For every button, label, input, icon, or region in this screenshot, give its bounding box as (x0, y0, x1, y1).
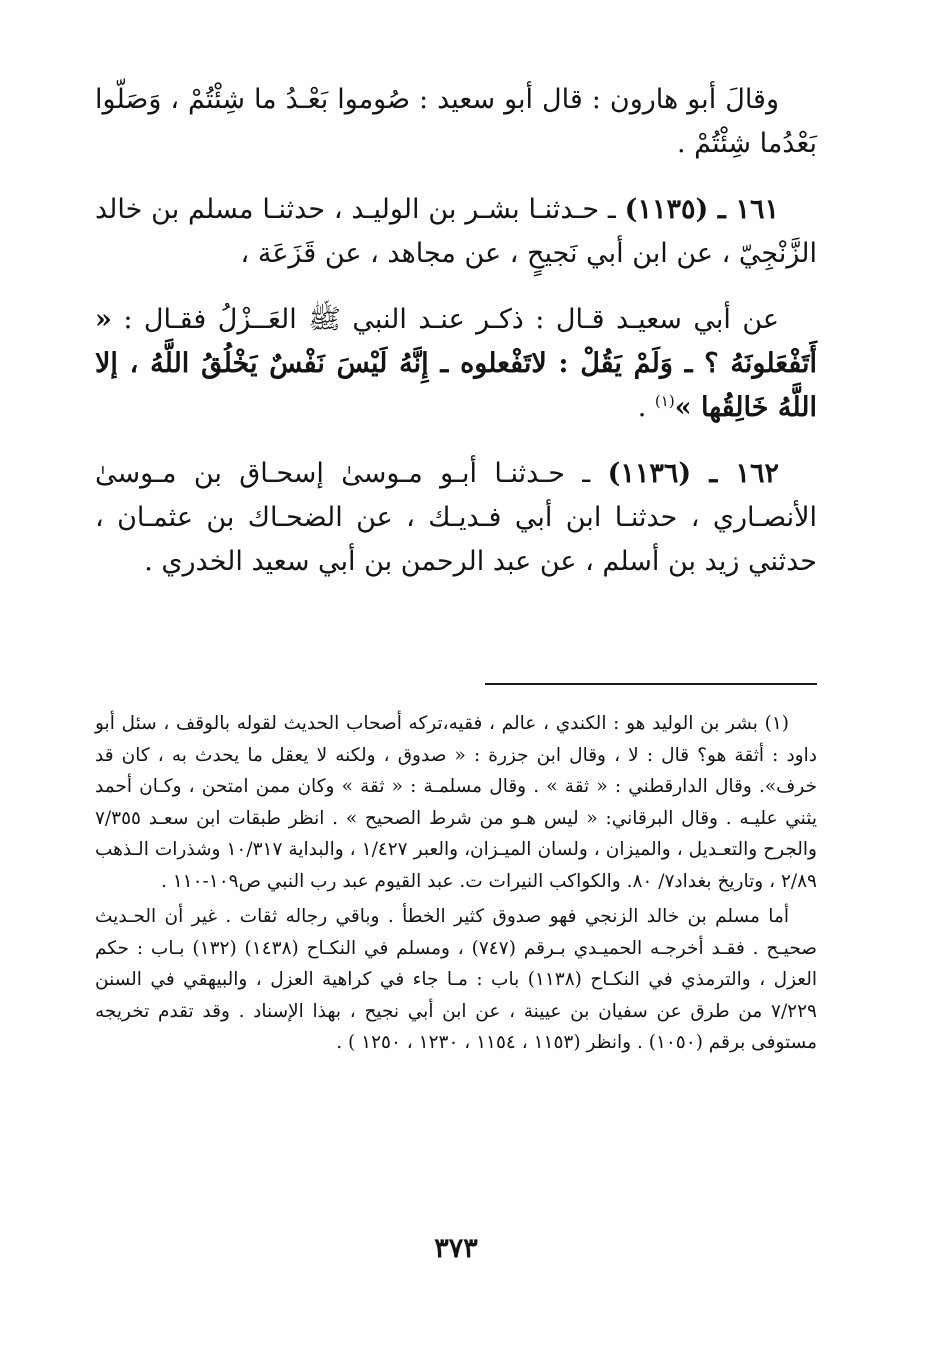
hadith-162 (95, 452, 817, 584)
paragraph-text: وقالَ أبو هارون : قال أبو سعيد : صُوموا بَعْـدُ ما شِئْتُمْ ، وَصَلّوا بَعْدُما شِئْتُمْ . (95, 84, 817, 159)
prophet-quote: « أَتَفْعَلونَهُ ؟ ـ وَلَمْ يَقُلْ : لاتَفْعلوه ـ إِنَّهُ لَيْسَ نَفْسٌ يَخْلُقُ اللَّهُ ، إلا اللَّهُ خَالِقُها » (95, 304, 817, 423)
hadith-isnad: ـ حـدثنـا أبـو مـوسىٰ إسحـاق بن مـوسىٰ الأنصـاري ، حدثنـا ابن أبي فـديـك ، عن الضحـاك بن عثمـان ، حدثني زيد بن أسلم ، عن عبد الرحمن بن أبي سعيد الخدري . (95, 458, 817, 577)
hadith-161 (95, 188, 817, 276)
footnote-1: (١) بشر بن الوليد هو : الكندي ، عالم ، فقيه،تركه أصحاب الحديث لقوله بالوقف ، سئل أبو داود : أثقة هو؟ قال : لا ، وقال ابن جزرة : « صدوق ، ولكنه لا يعقل ما يحدث به ، كان قد خرف». وقال الدارقطني : « ثقة » . وقال مسلمـة : « ثقة » وكان ممن امتحن ، وكـان أحمد يثني عليـه . وقال البرقاني: « ليس هـو من شرط الصحيح » . انظر طبقات ابن سعـد ٧/٣٥٥ والجرح والتعـديل ، والميزان ، ولسان الميـزان، والعبر ١/٤٢٧ ، والبداية ١٠/٣١٧ وشذرات الـذهب ٢/٨٩ ، وتاريخ بغداد٧/ ٨٠. والكواكب النيرات ت. عبد القيوم عبد رب النبي ص١٠٩-١١٠ . (95, 713, 817, 892)
matn-lead: عن أبي سعيـد قـال : ذكـر عنـد النبي ﷺ العَــزْلُ فقـال : (111, 304, 779, 335)
hadith-number: ١٦٢ ـ (١١٣٦) (607, 458, 779, 489)
matn-tail: . (637, 392, 655, 423)
hadith-number: ١٦١ ـ (١١٣٥) (624, 194, 779, 225)
footnote-separator (485, 683, 817, 685)
footnotes (95, 708, 817, 1063)
page-number: ٣٧٣ (434, 1233, 478, 1264)
book-page (95, 0, 817, 1347)
hadith-161-matn (95, 298, 817, 430)
footnote-continuation: أما مسلم بن خالد الزنجي فهو صدوق كثير الخطأ . وباقي رجاله ثقات . غير أن الحـديث صحيـح . فقـد أخرجـه الحميـدي بـرقم (٧٤٧) ، ومسلم في النكـاح (١٤٣٨) (١٣٢) بـاب : حكم العزل ، والترمذي في النكـاح (١١٣٨) باب : مـا جاء في كراهية العزل ، والبيهقي في السنن ٧/٢٢٩ من طرق عن سفيان بن عيينة ، عن ابن أبي نجيح ، بهذا الإسناد . وقد تقدم تخريجه مستوفى برقم (١٠٥٠) . وانظر (١١٥٣ ، ١١٥٤ ، ١٢٣٠ ، ١٢٥٠ ) . (95, 906, 817, 1053)
paragraph-abu-harun (95, 78, 817, 166)
hadith-isnad: ـ حـدثنـا بشـر بن الوليـد ، حدثنـا مسلم بن خالد الزَّنْجِيّ ، عن ابن أبي نَجيحٍ ، عن مجاهد ، عن قَزَعَة ، (95, 194, 817, 269)
footnote-ref: (١) (654, 392, 675, 410)
main-text (95, 78, 817, 606)
